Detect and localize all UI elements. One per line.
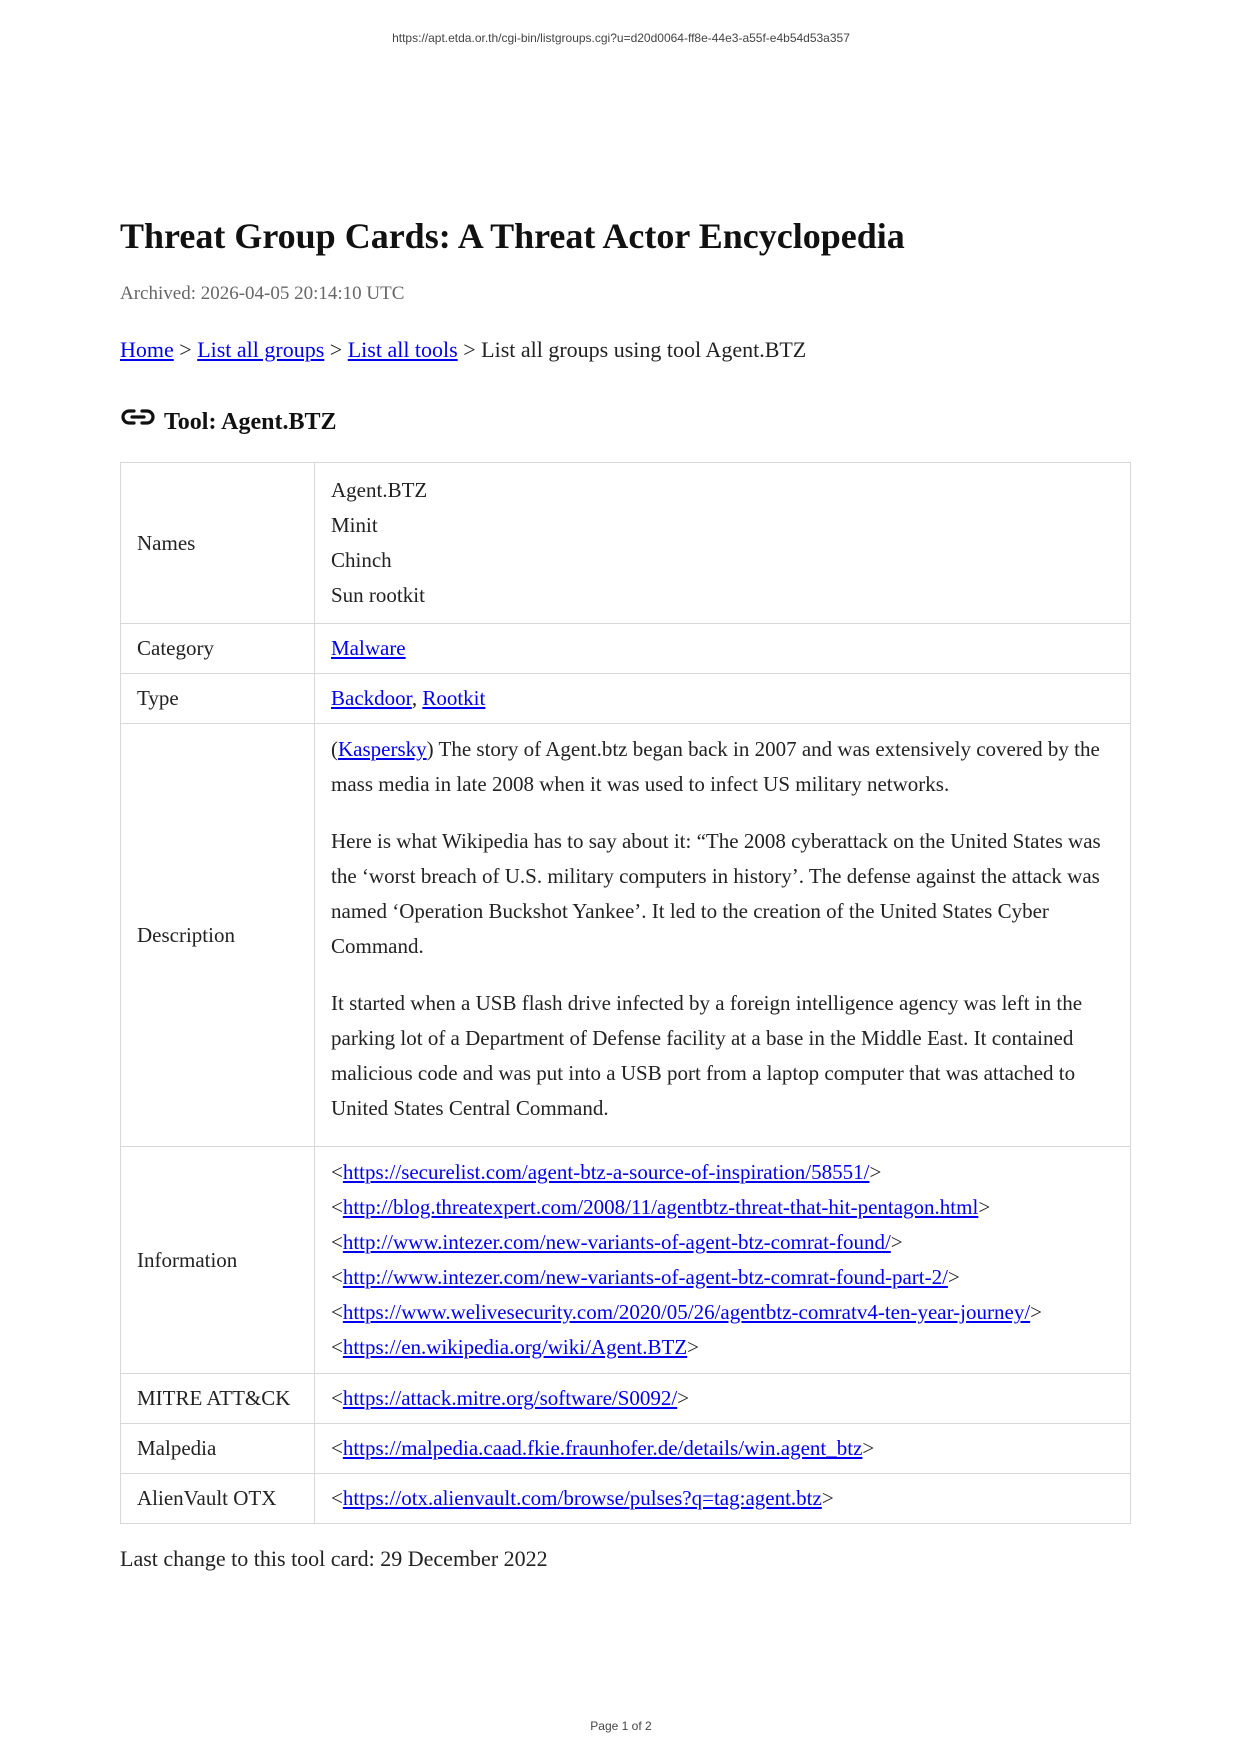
names-label: Names [121,463,315,624]
angle-close: > [1030,1300,1043,1324]
tool-title: Tool: Agent.BTZ [164,409,337,435]
info-link[interactable]: https://securelist.com/agent-btz-a-source-of-inspiration/58551/ [342,1160,870,1184]
information-value [315,1147,1131,1374]
print-header-url: https://apt.etda.or.th/cgi-bin/listgroups.cgi?u=d20d0064-ff8e-44e3-a55f-e4b54d53a357 [392,31,850,45]
category-malware-link[interactable]: Malware [331,636,406,660]
page-number: Page 1 of 2 [590,1719,652,1733]
angle-close: > [869,1160,882,1184]
breadcrumb-separator: > [324,337,348,362]
archived-timestamp: Archived: 2026-04-05 20:14:10 UTC [120,283,405,304]
type-label: Type [121,674,315,724]
name-item: Chinch [331,548,392,572]
malpedia-value [315,1424,1131,1474]
table-row-category [121,624,1131,674]
breadcrumb [120,336,1130,364]
info-link-item [331,1225,1114,1260]
angle-close: > [947,1265,960,1289]
main-content [120,212,1130,1574]
type-separator: , [411,686,423,710]
table-row-otx [121,1474,1131,1524]
angle-close: > [862,1436,875,1460]
mitre-value [315,1374,1131,1424]
angle-close: > [978,1195,991,1219]
info-link[interactable]: https://www.welivesecurity.com/2020/05/26/agentbtz-comratv4-ten-year-journey/ [342,1300,1031,1324]
angle-close: > [890,1230,903,1254]
type-value [315,674,1131,724]
info-link-item [331,1155,1114,1190]
breadcrumb-list-tools-link[interactable]: List all tools [347,337,458,362]
angle-close: > [677,1386,690,1410]
mitre-link[interactable]: https://attack.mitre.org/software/S0092/ [342,1386,678,1410]
table-row-description [121,724,1131,1147]
angle-open: < [331,1436,343,1460]
breadcrumb-separator: > [173,337,198,362]
description-paragraph: It started when a USB flash drive infected by a foreign intelligence agency was left in the parking lot of a Department of Defense facility at a base in the Middle East. It contained malicious code and was put into a USB port from a laptop computer that was attached to United States Central Command. [331,991,1083,1120]
info-link-item [331,1330,1114,1365]
angle-open: < [331,1300,343,1324]
description-paragraph: Here is what Wikipedia has to say about it: “The 2008 cyberattack on the United States was the ‘worst breach of U.S. military computers in history’. The defense against the attack was named ‘Operation Buckshot Yankee’. It led to the creation of the United States Cyber Command. [331,829,1101,958]
name-item: Minit [331,513,378,537]
table-row-malpedia [121,1424,1131,1474]
breadcrumb-home-link[interactable]: Home [120,337,174,362]
angle-open: < [331,1230,343,1254]
kaspersky-link[interactable]: Kaspersky [338,737,427,761]
info-link[interactable]: http://www.intezer.com/new-variants-of-agent-btz-comrat-found-part-2/ [342,1265,948,1289]
information-label: Information [121,1147,315,1374]
info-link[interactable]: https://en.wikipedia.org/wiki/Agent.BTZ [342,1335,688,1359]
last-change-note: Last change to this tool card: 29 December 2022 [120,1546,548,1571]
table-row-mitre [121,1374,1131,1424]
otx-label: AlienVault OTX [121,1474,315,1524]
angle-open: < [331,1335,343,1359]
angle-close: > [821,1486,834,1510]
tool-card-table [120,462,1131,1524]
info-link-item [331,1190,1114,1225]
angle-open: < [331,1386,343,1410]
description-value [315,724,1131,1147]
breadcrumb-list-groups-link[interactable]: List all groups [197,337,325,362]
name-item: Agent.BTZ [331,478,428,502]
otx-value [315,1474,1131,1524]
name-item: Sun rootkit [331,583,425,607]
info-link-item [331,1260,1114,1295]
malpedia-link[interactable]: https://malpedia.caad.fkie.fraunhofer.de/details/win.agent_btz [342,1436,863,1460]
table-row-type [121,674,1131,724]
description-text: ) The story of Agent.btz began back in 2007 and was extensively covered by the mass media in late 2008 when it was used to infect US military networks. [331,737,1100,796]
breadcrumb-separator: > [457,337,482,362]
paren-open: ( [331,737,338,761]
type-rootkit-link[interactable]: Rootkit [422,686,486,710]
category-label: Category [121,624,315,674]
angle-open: < [331,1195,343,1219]
info-link[interactable]: http://blog.threatexpert.com/2008/11/agentbtz-threat-that-hit-pentagon.html [342,1195,979,1219]
info-link[interactable]: http://www.intezer.com/new-variants-of-agent-btz-comrat-found/ [342,1230,891,1254]
category-value [315,624,1131,674]
table-row-information [121,1147,1131,1374]
names-value [315,463,1131,624]
description-label: Description [121,724,315,1147]
angle-open: < [331,1160,343,1184]
tool-heading [120,402,1130,436]
info-link-item [331,1295,1114,1330]
link-icon[interactable] [120,404,156,430]
breadcrumb-current: List all groups using tool Agent.BTZ [481,337,807,362]
angle-open: < [331,1265,343,1289]
malpedia-label: Malpedia [121,1424,315,1474]
table-row-names [121,463,1131,624]
mitre-label: MITRE ATT&CK [121,1374,315,1424]
type-backdoor-link[interactable]: Backdoor [331,686,412,710]
angle-open: < [331,1486,343,1510]
description-paragraph [331,732,1114,802]
otx-link[interactable]: https://otx.alienvault.com/browse/pulses?q=tag:agent.btz [342,1486,822,1510]
angle-close: > [687,1335,700,1359]
page-title: Threat Group Cards: A Threat Actor Encyclopedia [120,216,905,256]
